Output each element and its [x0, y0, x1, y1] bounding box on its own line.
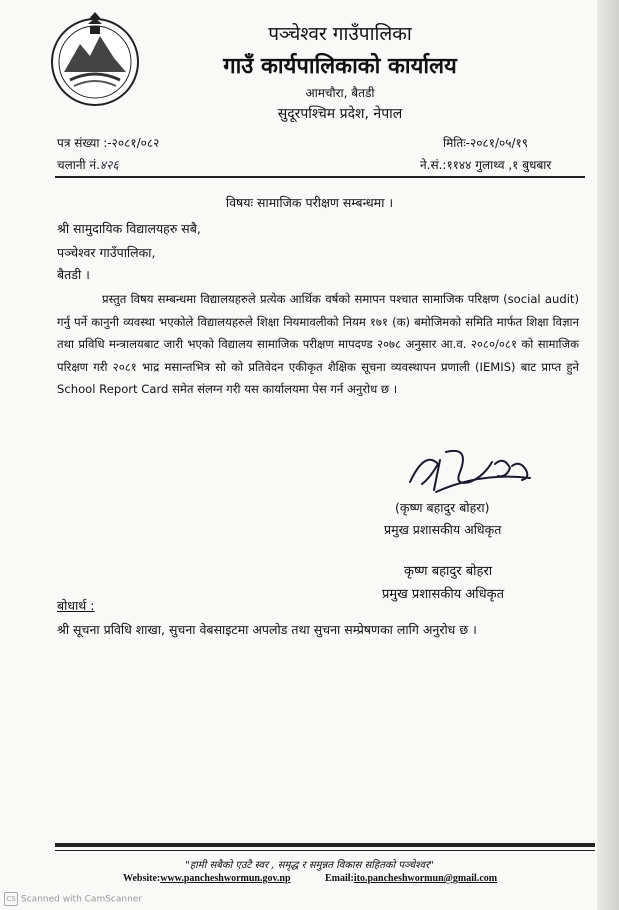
stamp-name: कृष्ण बहादुर बोहरा	[404, 564, 493, 579]
email-link[interactable]: ito.pancheshwormun@gmail.com	[353, 873, 498, 884]
letter-number: पत्र संख्या :-२०८१/०८२	[57, 136, 160, 150]
handwritten-signature	[400, 442, 550, 497]
website-row	[123, 873, 291, 884]
office-location: आमचौरा, बैतडी	[305, 86, 375, 100]
recipient-line-2: पञ्चेश्वर गाउँपालिका,	[57, 245, 156, 260]
letter-body: प्रस्तुत विषय सम्बन्धमा विद्यालयहरुले प्रत्येक आर्थिक वर्षको समापन पश्चात सामाजिक परिक्षण (social audit) गर्नु पर्ने कानुनी व्यवस्था भएकोले विद्यालयहरुले शिक्षा नियमावलीको नियम १७१ (क) बमोजिमको समिति मार्फत शिक्षा विज्ञान तथा प्रविधि मन्त्रालयबाट जारी भएको विद्यालय सामाजिक परीक्षण मापदण्ड २०७८ अनुसार आ.व. २०८०/०८१ को सामाजिक परिक्षण गरी २०८१ भाद्र मसान्तभित्र सो को प्रतिवेदन एकीकृत शैक्षिक सूचना व्यवस्थापन प्रणाली (IEMIS) बाट प्राप्त हुने School Report Card समेत संलग्न गरी यस कार्यालयमा पेस गर्न अनुरोध छ ।	[57, 292, 579, 396]
nepal-sambat-date: ने.सं.:११४४ गुलाथ्व ,१ बुधबार	[420, 158, 552, 172]
email-row	[325, 873, 497, 884]
dispatch-number: ४२६	[99, 158, 119, 172]
header-divider	[55, 176, 585, 178]
page-edge-shadow	[597, 0, 619, 910]
website-link[interactable]: www.pancheshwormun.gov.np	[160, 873, 291, 884]
stamp-title: प्रमुख प्रशासकीय अधिकृत	[382, 587, 505, 602]
recipient-line-1: श्री सामुदायिक विद्यालयहरु सबै,	[57, 221, 201, 236]
recipient-line-3: बैतडी ।	[57, 267, 90, 282]
camscanner-icon: CS	[4, 892, 18, 906]
dispatch-number-row	[57, 156, 119, 173]
signatory-title: प्रमुख प्रशासकीय अधिकृत	[384, 522, 502, 537]
website-label: Website:	[123, 873, 161, 884]
municipality-emblem-icon	[48, 10, 142, 110]
signatory-name: (कृष्ण बहादुर बोहरा)	[395, 500, 490, 515]
scanner-text: Scanned with CamScanner	[21, 894, 143, 905]
municipality-name: पञ्चेश्वर गाउँपालिका	[268, 23, 412, 45]
cc-text: श्री सूचना प्रविधि शाखा, सुचना वेबसाइटमा अपलोड तथा सुचना सम्प्रेषणका लागि अनुरोध छ ।	[57, 622, 477, 637]
scanner-watermark	[4, 892, 142, 906]
footer-slogan: "हामी सबैको एउटै स्वर , समृद्ध र समुन्नत विकास सहितको पञ्चेश्वर"	[185, 860, 434, 871]
cc-label: बोधार्थ :	[57, 598, 95, 613]
letter-subject: विषयः सामाजिक परीक्षण सम्बन्धमा ।	[225, 195, 394, 210]
office-name: गाउँ कार्यपालिकाको कार्यालय	[223, 54, 457, 79]
footer-divider-thick	[55, 843, 595, 847]
footer-divider-thin	[55, 850, 595, 851]
letter-date: मितिः-२०८१/०५/१९	[443, 136, 528, 150]
dispatch-label: चलानी नं.	[57, 158, 100, 172]
email-label: Email:	[325, 873, 354, 884]
province-country: सुदूरपश्चिम प्रदेश, नेपाल	[277, 106, 403, 122]
